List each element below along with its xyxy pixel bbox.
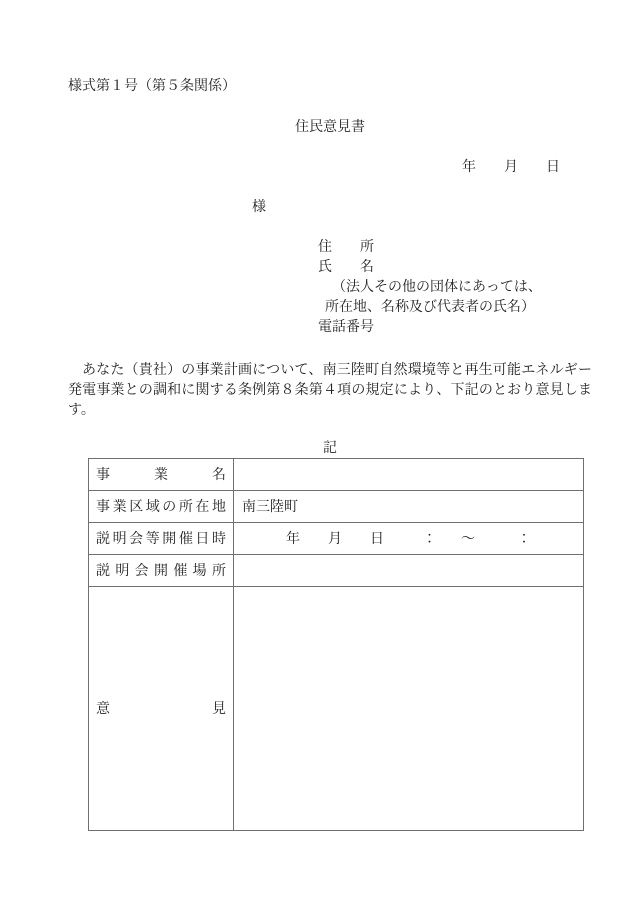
opinion-label: 意 見 (96, 700, 226, 717)
sender-phone-label: 電話番号 (318, 319, 374, 335)
corporate-note-line1: （法人その他の団体にあっては、 (332, 279, 542, 295)
row-label-cell (89, 459, 234, 491)
opinion-table (88, 458, 584, 831)
opinion-value-cell (234, 587, 584, 831)
project-location-value-cell: 南三陸町 (234, 491, 584, 523)
sender-info-block (318, 237, 542, 337)
ki-heading: 記 (323, 440, 337, 456)
corporate-note-line2: 所在地、名称及び代表者の氏名） (325, 299, 535, 315)
briefing-venue-label: 説 明 会 開 催 場 所 (96, 562, 226, 579)
form-number: 様式第１号（第５条関係） (68, 78, 236, 94)
row-label-cell (89, 555, 234, 587)
briefing-datetime-label: 説 明 会 等 開 催 日 時 (96, 530, 226, 547)
table-row-project-name (89, 459, 584, 491)
briefing-datetime-value-cell: 年 月 日 ： 〜 ： (234, 523, 584, 555)
date-placeholder-line: 年 月 日 (462, 159, 560, 175)
project-location-label: 事 業 区 域 の 所 在 地 (96, 498, 226, 515)
document-title: 住民意見書 (295, 119, 365, 135)
briefing-venue-value-cell (234, 555, 584, 587)
row-label-cell (89, 523, 234, 555)
project-name-label: 事 業 名 (96, 466, 226, 483)
table-row-opinion (89, 587, 584, 831)
table-row-briefing-venue (89, 555, 584, 587)
body-paragraph: あなた（貴社）の事業計画について、南三陸町自然環境等と再生可能エネルギー発電事業との調和に関する条例第８条第４項の規定により、下記のとおり意見します。 (68, 362, 592, 418)
project-name-value-cell (234, 459, 584, 491)
table-row-project-location (89, 491, 584, 523)
addressee-suffix: 様 (252, 199, 266, 215)
table-row-briefing-datetime (89, 523, 584, 555)
sender-address-label: 住 所 (318, 239, 374, 255)
row-label-cell (89, 587, 234, 831)
sender-name-label: 氏 名 (318, 259, 374, 275)
row-label-cell (89, 491, 234, 523)
